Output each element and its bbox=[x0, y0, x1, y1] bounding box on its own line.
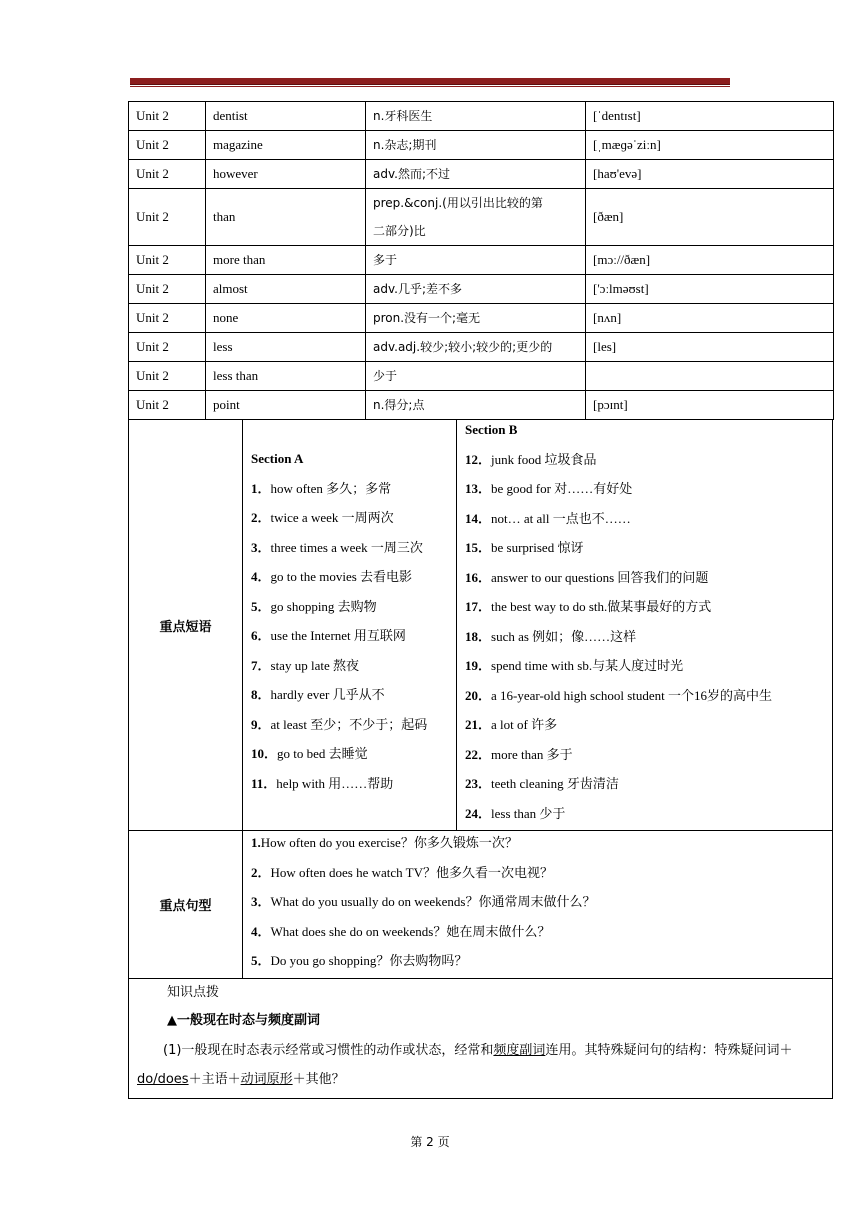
phrase-item bbox=[251, 739, 427, 769]
sentence-item bbox=[251, 828, 595, 858]
section-a-column bbox=[243, 420, 457, 830]
vocab-row bbox=[129, 304, 834, 333]
knowledge-paragraph bbox=[137, 1036, 824, 1094]
item-text: more than 多于 bbox=[491, 746, 573, 762]
vocab-row bbox=[129, 362, 834, 391]
item-number: 23． bbox=[465, 776, 492, 791]
item-number: 3． bbox=[251, 539, 271, 555]
unit-cell: Unit 2 bbox=[129, 333, 206, 362]
phrase-item bbox=[465, 799, 772, 829]
phrase-item bbox=[251, 562, 427, 592]
phrase-item bbox=[251, 592, 427, 622]
word-cell: magazine bbox=[206, 131, 366, 160]
word-cell: less bbox=[206, 333, 366, 362]
item-number: 1． bbox=[251, 480, 271, 496]
vocab-row bbox=[129, 246, 834, 275]
page-number: 第 2 页 bbox=[410, 1135, 450, 1149]
word-cell: dentist bbox=[206, 102, 366, 131]
meaning-cell: adv.adj.较少;较小;较少的;更少的 bbox=[366, 333, 586, 362]
knowledge-subtitle: ▲一般现在时态与频度副词 bbox=[167, 1013, 320, 1028]
item-number: 2． bbox=[251, 864, 271, 880]
phonetic-cell bbox=[586, 362, 834, 391]
meaning-cell: adv.然而;不过 bbox=[366, 160, 586, 189]
item-text: go to bed 去睡觉 bbox=[277, 746, 368, 761]
item-text: a lot of 许多 bbox=[491, 717, 558, 732]
unit-cell: Unit 2 bbox=[129, 246, 206, 275]
item-number: 17． bbox=[465, 599, 492, 614]
item-number: 8． bbox=[251, 687, 271, 702]
item-number: 16． bbox=[465, 569, 492, 585]
phrase-item bbox=[465, 445, 772, 475]
item-number: 11． bbox=[251, 775, 277, 791]
unit-cell: Unit 2 bbox=[129, 304, 206, 333]
header-rule bbox=[130, 78, 730, 85]
item-text: hardly ever 几乎从不 bbox=[270, 687, 385, 702]
item-text: Do you go shopping？你去购物吗？ bbox=[270, 953, 468, 968]
word-cell: less than bbox=[206, 362, 366, 391]
item-number: 10． bbox=[251, 746, 278, 761]
meaning-cell: n.牙科医生 bbox=[366, 102, 586, 131]
item-number: 5． bbox=[251, 953, 271, 968]
vocab-row bbox=[129, 160, 834, 189]
para-text: ＋其他？ bbox=[292, 1072, 345, 1087]
item-number: 2． bbox=[251, 510, 271, 525]
word-cell: none bbox=[206, 304, 366, 333]
phrase-item bbox=[465, 533, 772, 563]
item-text: spend time with sb.与某人度过时光 bbox=[491, 658, 684, 673]
phrase-item bbox=[465, 651, 772, 681]
unit-cell: Unit 2 bbox=[129, 275, 206, 304]
item-number: 9． bbox=[251, 716, 271, 732]
meaning-cell: n.杂志;期刊 bbox=[366, 131, 586, 160]
para-underlined-term: do/does bbox=[137, 1072, 189, 1087]
header-rule-thin bbox=[130, 86, 730, 87]
item-number: 12． bbox=[465, 451, 492, 467]
vocabulary-table bbox=[128, 101, 834, 420]
sentence-item bbox=[251, 858, 595, 888]
vocab-row bbox=[129, 189, 834, 246]
key-sentences-block bbox=[128, 830, 833, 979]
key-phrases-block bbox=[128, 420, 833, 831]
word-cell: than bbox=[206, 189, 366, 246]
item-text: junk food 垃圾食品 bbox=[491, 451, 597, 467]
key-phrases-label: 重点短语 bbox=[129, 420, 243, 830]
meaning-line: prep.&conj.(用以引出比较的第 bbox=[373, 196, 543, 210]
item-text: What do you usually do on weekends？你通常周末做什么？ bbox=[270, 894, 596, 909]
vocab-row bbox=[129, 333, 834, 362]
item-text: go to the movies 去看电影 bbox=[270, 569, 413, 584]
vocab-row bbox=[129, 131, 834, 160]
item-text: how often 多久；多常 bbox=[270, 480, 392, 496]
item-text: at least 至少；不少于；起码 bbox=[270, 716, 428, 732]
item-text: a 16-year-old high school student 一个16岁的高中生 bbox=[491, 687, 773, 703]
meaning-cell bbox=[366, 189, 586, 246]
meaning-cell: adv.几乎;差不多 bbox=[366, 275, 586, 304]
item-text: use the Internet 用互联网 bbox=[270, 628, 406, 643]
meaning-cell: 多于 bbox=[366, 246, 586, 275]
item-text: What does she do on weekends？她在周末做什么？ bbox=[270, 923, 551, 939]
knowledge-title: 知识点拨 bbox=[167, 985, 220, 1000]
para-underlined-term: 动词原形 bbox=[240, 1072, 293, 1087]
meaning-line: 二部分)比 bbox=[373, 224, 426, 238]
item-number: 15． bbox=[465, 540, 492, 555]
item-text: be good for 对……有好处 bbox=[491, 481, 633, 496]
item-number: 4． bbox=[251, 923, 271, 939]
item-text: teeth cleaning 牙齿清洁 bbox=[491, 776, 619, 791]
item-text: help with 用……帮助 bbox=[276, 775, 394, 791]
phrase-item bbox=[465, 563, 772, 593]
vocab-row bbox=[129, 275, 834, 304]
phonetic-cell: [ˈdentɪst] bbox=[586, 102, 834, 131]
section-a-heading: Section A bbox=[251, 451, 304, 466]
word-cell: point bbox=[206, 391, 366, 420]
phrase-item bbox=[251, 710, 427, 740]
item-number: 13． bbox=[465, 481, 492, 496]
unit-cell: Unit 2 bbox=[129, 362, 206, 391]
meaning-cell: 少于 bbox=[366, 362, 586, 391]
item-text: How often do you exercise？你多久锻炼一次？ bbox=[260, 835, 518, 850]
phrase-item bbox=[465, 740, 772, 770]
phrase-item bbox=[251, 651, 427, 681]
item-text: such as 例如；像……这样 bbox=[491, 628, 637, 644]
word-cell: however bbox=[206, 160, 366, 189]
item-text: answer to our questions 回答我们的问题 bbox=[491, 569, 709, 585]
item-number: 24． bbox=[465, 805, 492, 821]
word-cell: almost bbox=[206, 275, 366, 304]
phrase-item bbox=[465, 769, 772, 799]
phonetic-cell: [nʌn] bbox=[586, 304, 834, 333]
item-number: 3． bbox=[251, 894, 271, 909]
item-number: 18． bbox=[465, 628, 492, 644]
phrase-item bbox=[465, 504, 772, 534]
phonetic-cell: [haʊ'evə] bbox=[586, 160, 834, 189]
item-text: be surprised 惊讶 bbox=[491, 540, 584, 555]
item-text: not… at all 一点也不…… bbox=[491, 510, 631, 526]
unit-cell: Unit 2 bbox=[129, 131, 206, 160]
phrase-item bbox=[251, 621, 427, 651]
phonetic-cell: [ˌmæɡəˈziːn] bbox=[586, 131, 834, 160]
para-text: (1)一般现在时态表示经常或习惯性的动作或状态，经常和 bbox=[163, 1043, 494, 1058]
item-number: 21． bbox=[465, 717, 492, 732]
item-number: 6． bbox=[251, 628, 271, 643]
sentence-item bbox=[251, 946, 595, 976]
item-number: 1. bbox=[251, 835, 261, 850]
phrase-item bbox=[465, 710, 772, 740]
item-text: the best way to do sth.做某事最好的方式 bbox=[491, 599, 712, 614]
meaning-cell: pron.没有一个;毫无 bbox=[366, 304, 586, 333]
item-text: stay up late 熬夜 bbox=[270, 657, 359, 673]
phrase-item bbox=[251, 769, 427, 799]
section-b-heading: Section B bbox=[465, 422, 518, 437]
item-text: three times a week 一周三次 bbox=[270, 539, 423, 555]
unit-cell: Unit 2 bbox=[129, 189, 206, 246]
phrase-item bbox=[251, 474, 427, 504]
para-text: ＋主语＋ bbox=[188, 1072, 241, 1087]
sentence-item bbox=[251, 917, 595, 947]
section-b-column bbox=[457, 420, 832, 830]
item-text: go shopping 去购物 bbox=[270, 598, 377, 614]
phrase-item bbox=[465, 681, 772, 711]
para-underlined-term: 频度副词 bbox=[493, 1043, 546, 1058]
phonetic-cell: [pɔɪnt] bbox=[586, 391, 834, 420]
phrase-item bbox=[465, 622, 772, 652]
phonetic-cell: [mɔː//ðæn] bbox=[586, 246, 834, 275]
item-number: 14． bbox=[465, 510, 492, 526]
phonetic-cell: [ðæn] bbox=[586, 189, 834, 246]
para-text: 连用。其特殊疑问句的结构：特殊疑问词＋ bbox=[545, 1043, 793, 1058]
phrase-item bbox=[465, 474, 772, 504]
key-sentences-label: 重点句型 bbox=[129, 831, 243, 978]
item-number: 20． bbox=[465, 687, 492, 703]
word-cell: more than bbox=[206, 246, 366, 275]
unit-cell: Unit 2 bbox=[129, 391, 206, 420]
meaning-cell: n.得分;点 bbox=[366, 391, 586, 420]
item-number: 5． bbox=[251, 598, 271, 614]
item-number: 22． bbox=[465, 746, 492, 762]
phonetic-cell: ['ɔːlməʊst] bbox=[586, 275, 834, 304]
vocab-row bbox=[129, 102, 834, 131]
item-number: 7． bbox=[251, 657, 271, 673]
phrase-item bbox=[251, 680, 427, 710]
phrase-item bbox=[251, 533, 427, 563]
item-number: 4． bbox=[251, 569, 271, 584]
item-text: less than 少于 bbox=[491, 805, 566, 821]
knowledge-block bbox=[128, 978, 833, 1099]
phrase-item bbox=[465, 592, 772, 622]
phonetic-cell: [les] bbox=[586, 333, 834, 362]
item-number: 19． bbox=[465, 658, 492, 673]
item-text: How often does he watch TV？他多久看一次电视？ bbox=[270, 864, 553, 880]
unit-cell: Unit 2 bbox=[129, 160, 206, 189]
unit-cell: Unit 2 bbox=[129, 102, 206, 131]
item-text: twice a week 一周两次 bbox=[270, 510, 394, 525]
phrase-item bbox=[251, 503, 427, 533]
sentence-item bbox=[251, 887, 595, 917]
